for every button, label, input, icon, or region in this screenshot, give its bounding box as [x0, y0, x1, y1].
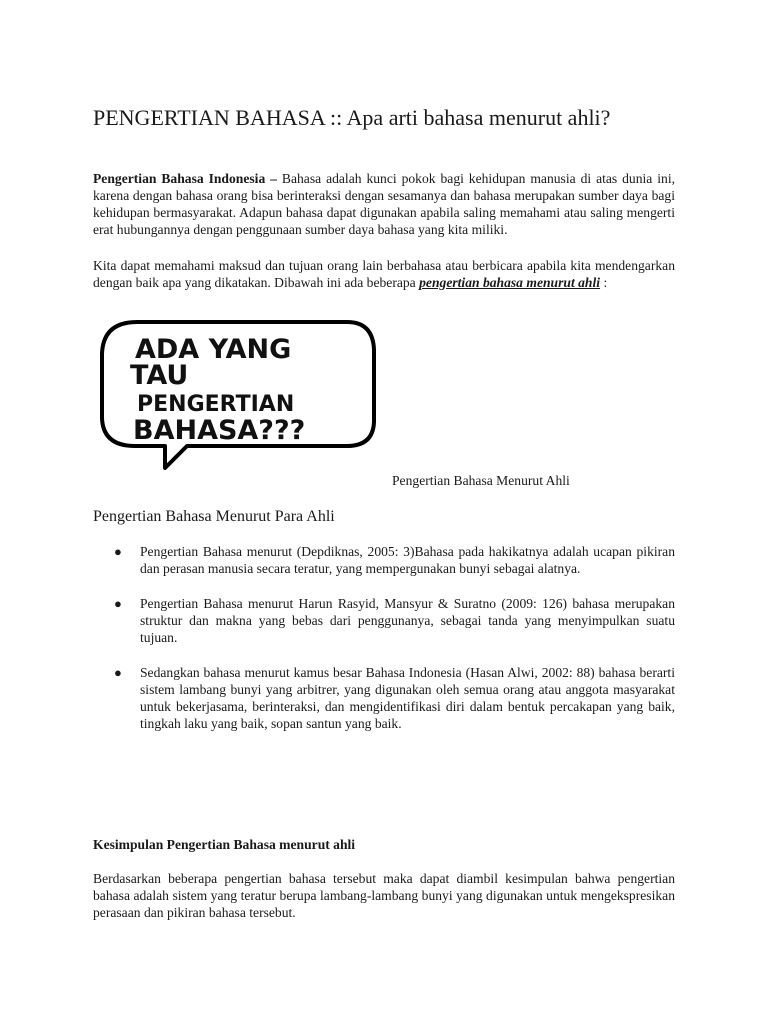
list-item-text: Sedangkan bahasa menurut kamus besar Bahasa Indonesia (Hasan Alwi, 2002: 88) bahasa berarti sistem lambang bunyi yang arbitrer, yang digunakan oleh semua orang atau anggota masyarakat untuk bekerjasama, berinteraksi, dan mengidentifikasi diri dalam bentuk percakapan yang baik, tingkah laku yang baik, sopan santun yang baik. [140, 665, 675, 731]
list-item [112, 595, 675, 646]
bubble-line-4: BAHASA??? [133, 415, 306, 446]
conclusion-heading: Kesimpulan Pengertian Bahasa menurut ahli [93, 837, 356, 852]
bullet-icon: ● [114, 544, 122, 559]
definitions-list [112, 543, 675, 750]
intro-paragraph [93, 170, 675, 238]
list-item [112, 664, 675, 732]
bubble-line-1: ADA YANG [135, 334, 292, 365]
bubble-line-3: PENGERTIAN [137, 392, 295, 417]
list-item-text: Pengertian Bahasa menurut Harun Rasyid, Mansyur & Suratno (2009: 126) bahasa merupakan struktur dan makna yang bebas dari penggunanya, sebagai tanda yang menyimpulkan suatu tujuan. [140, 596, 675, 645]
image-caption: Pengertian Bahasa Menurut Ahli [392, 473, 570, 488]
speech-bubble-image [97, 318, 379, 470]
conclusion-paragraph: Berdasarkan beberapa pengertian bahasa tersebut maka dapat diambil kesimpulan bahwa pengertian bahasa adalah sistem yang teratur berupa lambang-lambang bunyi yang digunakan untuk mengekspresikan perasaan dan pikiran bahasa tersebut. [93, 871, 675, 920]
list-item-text: Pengertian Bahasa menurut (Depdiknas, 2005: 3)Bahasa pada hakikatnya adalah ucapan pikiran dan perasan manusia secara teratur, yang mempergunakan bunyi sebagai alatnya. [140, 544, 675, 576]
bullet-icon: ● [114, 665, 122, 680]
second-paragraph-tail: : [600, 275, 608, 290]
intro-lead: Pengertian Bahasa Indonesia – [93, 171, 277, 186]
list-item [112, 543, 675, 577]
intro-text: Bahasa adalah kunci pokok bagi kehidupan manusia di atas dunia ini, karena dengan bahasa orang bisa berinteraksi dengan sesamanya dan bahasa merupakan sumber daya bagi kehidupan bermasyarakat. Adapun bahasa dapat digunakan apabila saling memahami atau saling mengerti erat hubungannya dengan penggunaan sumber daya bahasa yang kita miliki. [93, 171, 675, 237]
bullet-icon: ● [114, 596, 122, 611]
bubble-line-2: TAU [130, 360, 189, 391]
section-heading: Pengertian Bahasa Menurut Para Ahli [93, 508, 335, 525]
page-title: PENGERTIAN BAHASA :: Apa arti bahasa menurut ahli? [93, 105, 611, 130]
second-paragraph [93, 257, 675, 291]
second-paragraph-text: Kita dapat memahami maksud dan tujuan orang lain berbahasa atau berbicara apabila kita mendengarkan dengan baik apa yang dikatakan. Dibawah ini ada beberapa [93, 258, 675, 290]
ahli-link[interactable]: pengertian bahasa menurut ahli [419, 275, 601, 290]
